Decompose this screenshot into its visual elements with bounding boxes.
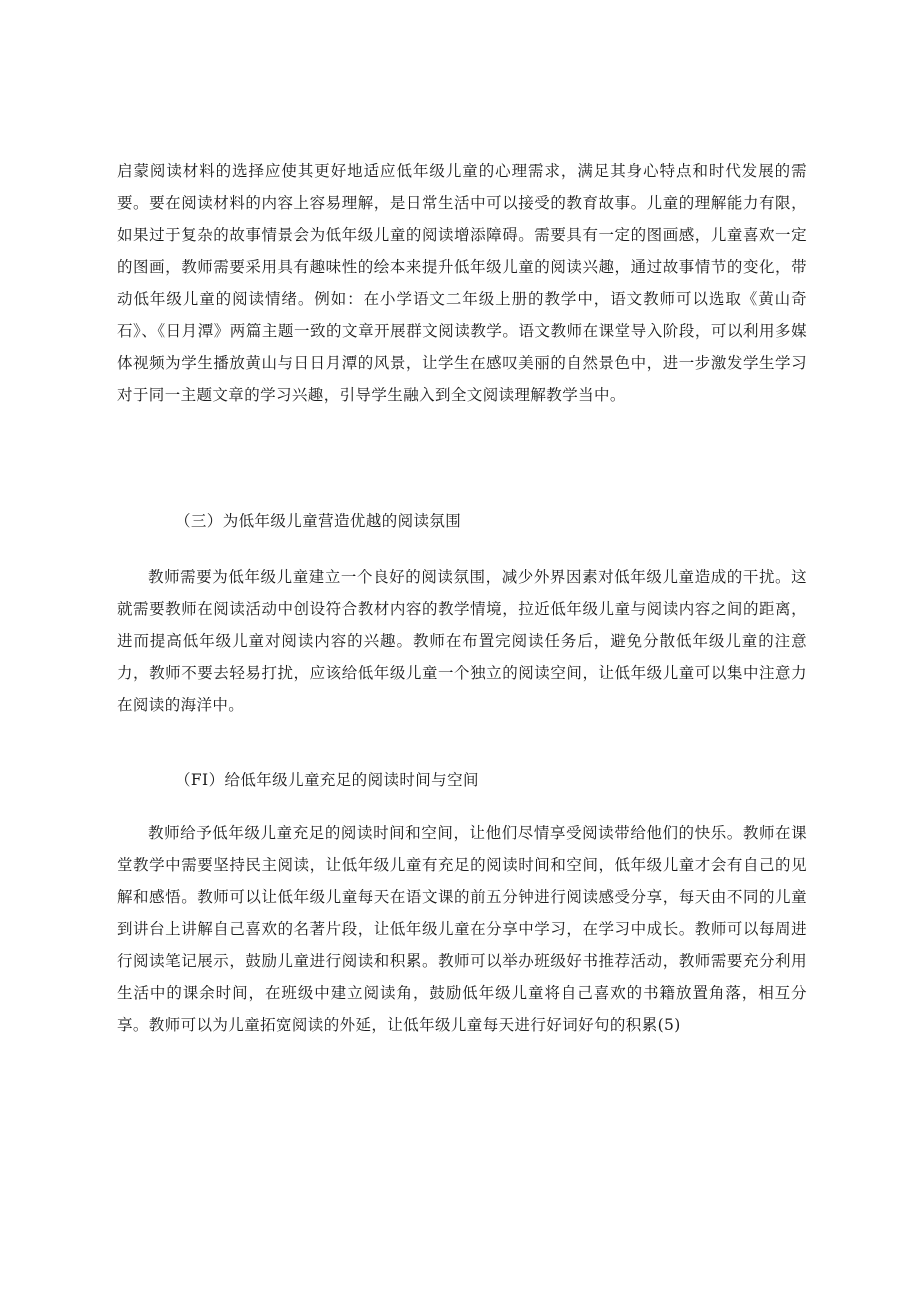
body-paragraph-2: 教师需要为低年级儿童建立一个良好的阅读氛围，减少外界因素对低年级儿童造成的干扰。这就需要教师在阅读活动中创设符合教材内容的教学情境，拉近低年级儿童与阅读内容之间的距离，进而提高低年级儿童对阅读内容的兴趣。教师在布置完阅读任务后，避免分散低年级儿童的注意力，教师不要去轻易打扰，应该给低年级儿童一个独立的阅读空间，让低年级儿童可以集中注意力在阅读的海洋中。	[117, 568, 807, 714]
body-paragraph-3: 教师给予低年级儿童充足的阅读时间和空间，让他们尽情享受阅读带给他们的快乐。教师在课堂教学中需要坚持民主阅读，让低年级儿童有充足的阅读时间和空间，低年级儿童才会有自己的见解和感悟。教师可以让低年级儿童每天在语文课的前五分钟进行阅读感受分享，每天由不同的儿童到讲台上讲解自己喜欢的名著片段，让低年级儿童在分享中学习，在学习中成长。教师可以每周进行阅读笔记展示，鼓励儿童进行阅读和积累。教师可以举办班级好书推荐活动，教师需要充分利用生活中的课余时间，在班级中建立阅读角，鼓励低年级儿童将自己喜欢的书籍放置角落，相互分享。教师可以为儿童拓宽阅读的外延，让低年级儿童每天进行好词好句的积累(5)	[117, 824, 807, 1034]
section-heading-4: （FI）给低年级儿童充足的阅读时间与空间	[175, 771, 479, 789]
body-paragraph-1: 启蒙阅读材料的选择应使其更好地适应低年级儿童的心理需求，满足其身心特点和时代发展的需要。要在阅读材料的内容上容易理解，是日常生活中可以接受的教育故事。儿童的理解能力有限，如果过于复杂的故事情景会为低年级儿童的阅读增添障碍。需要具有一定的图画感，儿童喜欢一定的图画，教师需要采用具有趣味性的绘本来提升低年级儿童的阅读兴趣，通过故事情节的变化，带动低年级儿童的阅读情绪。例如：在小学语文二年级上册的教学中，语文教师可以选取《黄山奇石》、《日月潭》两篇主题一致的文章开展群文阅读教学。语文教师在课堂导入阶段，可以利用多媒体视频为学生播放黄山与日日月潭的风景，让学生在感叹美丽的自然景色中，进一步激发学生学习对于同一主题文章的学习兴趣，引导学生融入到全文阅读理解教学当中。	[117, 162, 807, 404]
section-heading-3: （三）为低年级儿童营造优越的阅读氛围	[175, 512, 462, 530]
